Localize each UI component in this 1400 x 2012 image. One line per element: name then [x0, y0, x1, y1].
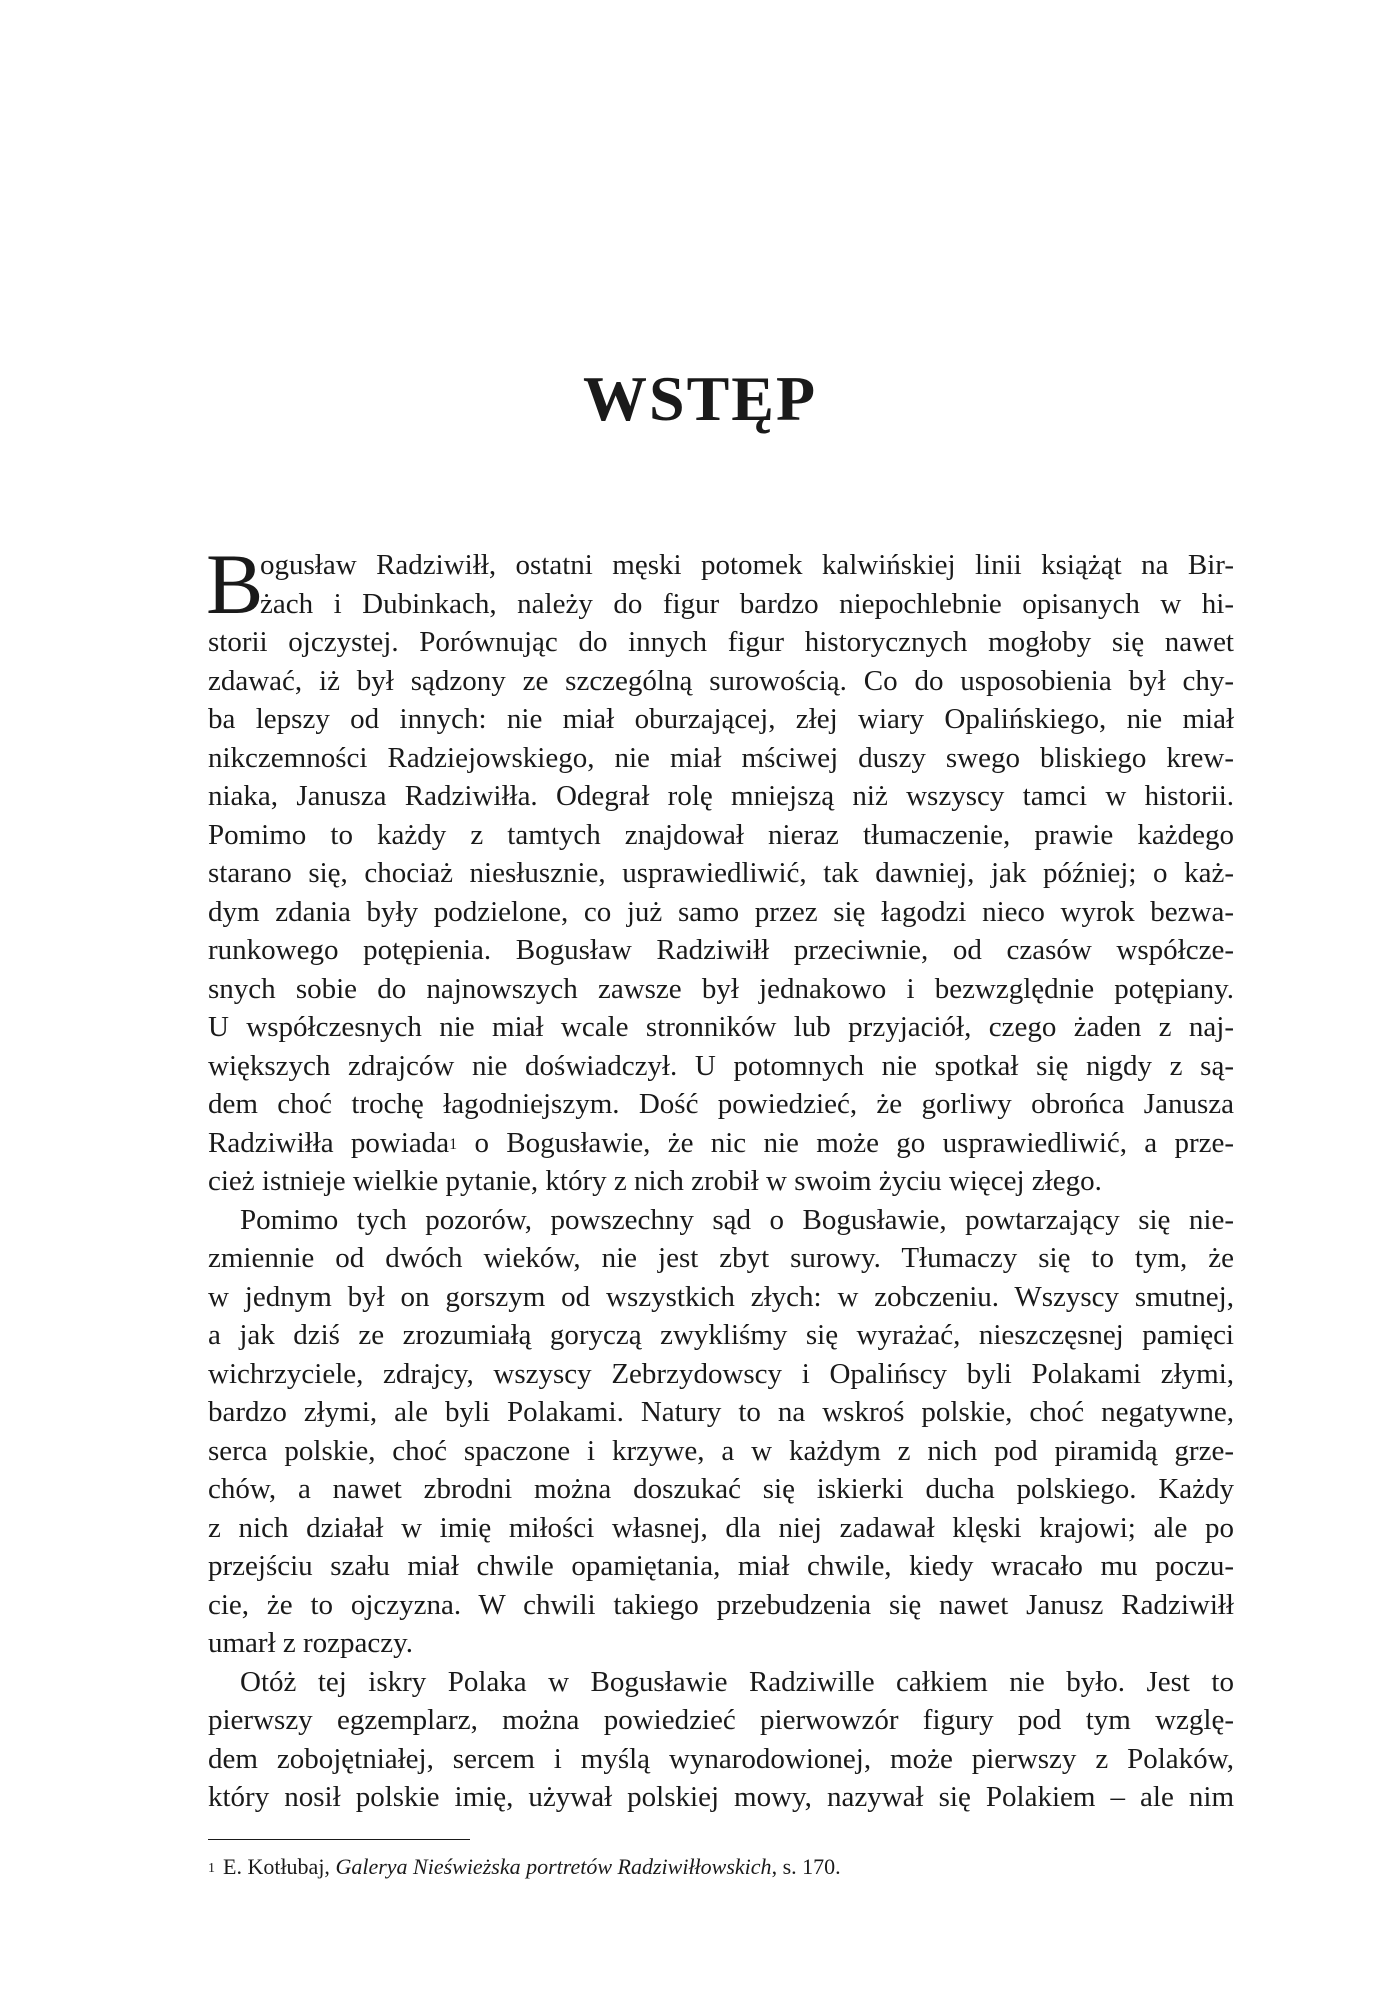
text-line: bardzo złymi, ale byli Polakami. Natury to na wskroś polskie, choć negatywne,: [208, 1396, 1234, 1428]
text-line: ba lepszy od innych: nie miał oburzającej, złej wiary Opalińskiego, nie miał: [208, 703, 1234, 735]
text-line: dem choć trochę łagodniejszym. Dość powiedzieć, że gorliwy obrońca Janusza: [208, 1088, 1234, 1120]
text-line: niaka, Janusza Radziwiłła. Odegrał rolę mniejszą niż wszyscy tamci w historii.: [208, 780, 1234, 812]
footnote: [208, 1852, 841, 1882]
text-line: cież istnieje wielkie pytanie, który z nich zrobił w swoim życiu więcej złego.: [208, 1165, 1102, 1197]
text-line: z nich działał w imię miłości własnej, dla niej zadawał klęski krajowi; ale po: [208, 1511, 1234, 1544]
text-line: serca polskie, choć spaczone i krzywe, a w każdym z nich pod piramidą grze-: [208, 1434, 1234, 1467]
footnote-divider: [208, 1839, 470, 1840]
footnote-page-ref: , s. 170.: [771, 1854, 841, 1879]
text-line: w jednym był on gorszym od wszystkich złych: w zobczeniu. Wszyscy smutnej,: [208, 1280, 1234, 1313]
text-line: żach i Dubinkach, należy do figur bardzo niepochlebnie opisanych w hi-: [260, 587, 1234, 620]
drop-cap: B: [206, 536, 264, 632]
footnote-source-title: Galerya Nieświeżska portretów Radziwiłłowskich: [335, 1854, 772, 1879]
text-line: dem zobojętniałej, sercem i myślą wynarodowionej, może pierwszy z Polaków,: [208, 1742, 1234, 1775]
text-line: chów, a nawet zbrodni można doszukać się iskierki ducha polskiego. Każdy: [208, 1473, 1234, 1505]
text-line: który nosił polskie imię, używał polskiej mowy, nazywał się Polakiem – ale nim: [208, 1781, 1234, 1813]
text-line: starano się, chociaż niesłusznie, usprawiedliwić, tak dawniej, jak później; o każ-: [208, 857, 1234, 889]
text-line: cie, że to ojczyzna. W chwili takiego przebudzenia się nawet Janusz Radziwiłł: [208, 1588, 1234, 1621]
text-line: runkowego potępienia. Bogusław Radziwiłł przeciwnie, od czasów współcze-: [208, 934, 1234, 966]
text-line: Pomimo tych pozorów, powszechny sąd o Bogusławie, powtarzający się nie-: [240, 1203, 1234, 1236]
text-line: U współczesnych nie miał wcale stronników lub przyjaciół, czego żaden z naj-: [208, 1011, 1234, 1043]
text-line: ogusław Radziwiłł, ostatni męski potomek kalwińskiej linii książąt na Bir-: [260, 549, 1234, 581]
text-line: Pomimo to każdy z tamtych znajdował nieraz tłumaczenie, prawie każdego: [208, 818, 1234, 851]
text-line: pierwszy egzemplarz, można powiedzieć pierwowzór figury pod tym wzglę-: [208, 1704, 1234, 1736]
text-line: umarł z rozpaczy.: [208, 1627, 414, 1659]
text-line: a jak dziś ze zrozumiałą goryczą zwykliśmy się wyrażać, nieszczęsnej pamięci: [208, 1319, 1234, 1351]
text-line: dym zdania były podzielone, co już samo przez się łagodzi nieco wyrok bezwa-: [208, 895, 1234, 928]
text-line: zdawać, iż był sądzony ze szczególną surowością. Co do usposobienia był chy-: [208, 664, 1234, 697]
text-line: nikczemności Radziejowskiego, nie miał mściwej duszy swego bliskiego krew-: [208, 741, 1234, 774]
text-line: wichrzyciele, zdrajcy, wszyscy Zebrzydowscy i Opalińscy byli Polakami złymi,: [208, 1357, 1234, 1390]
footnote-reference[interactable]: 1: [449, 1135, 458, 1153]
footnote-number: 1: [208, 1861, 215, 1876]
text-line: zmiennie od dwóch wieków, nie jest zbyt surowy. Tłumaczy się to tym, że: [208, 1242, 1234, 1274]
text-fragment: Radziwiłła powiada: [208, 1126, 450, 1159]
text-line: snych sobie do najnowszych zawsze był jednakowo i bezwzględnie potępiany.: [208, 972, 1234, 1005]
text-line: przejściu szału miał chwile opamiętania, miał chwile, kiedy wracało mu poczu-: [208, 1550, 1234, 1582]
body-text: [206, 536, 1235, 1817]
text-line-with-footnote-ref: [208, 1124, 1234, 1163]
text-line: storii ojczystej. Porównując do innych figur historycznych mogłoby się nawet: [208, 626, 1234, 658]
text-fragment: o Bogusławie, że nic nie może go usprawiedliwić, a prze-: [457, 1126, 1235, 1159]
text-line: większych zdrajców nie doświadczył. U potomnych nie spotkał się nigdy z są-: [208, 1049, 1234, 1082]
footnote-author: E. Kotłubaj,: [223, 1854, 330, 1879]
text-line: Otóż tej iskry Polaka w Bogusławie Radziwille całkiem nie było. Jest to: [240, 1665, 1234, 1698]
chapter-title: WSTĘP: [582, 363, 818, 434]
